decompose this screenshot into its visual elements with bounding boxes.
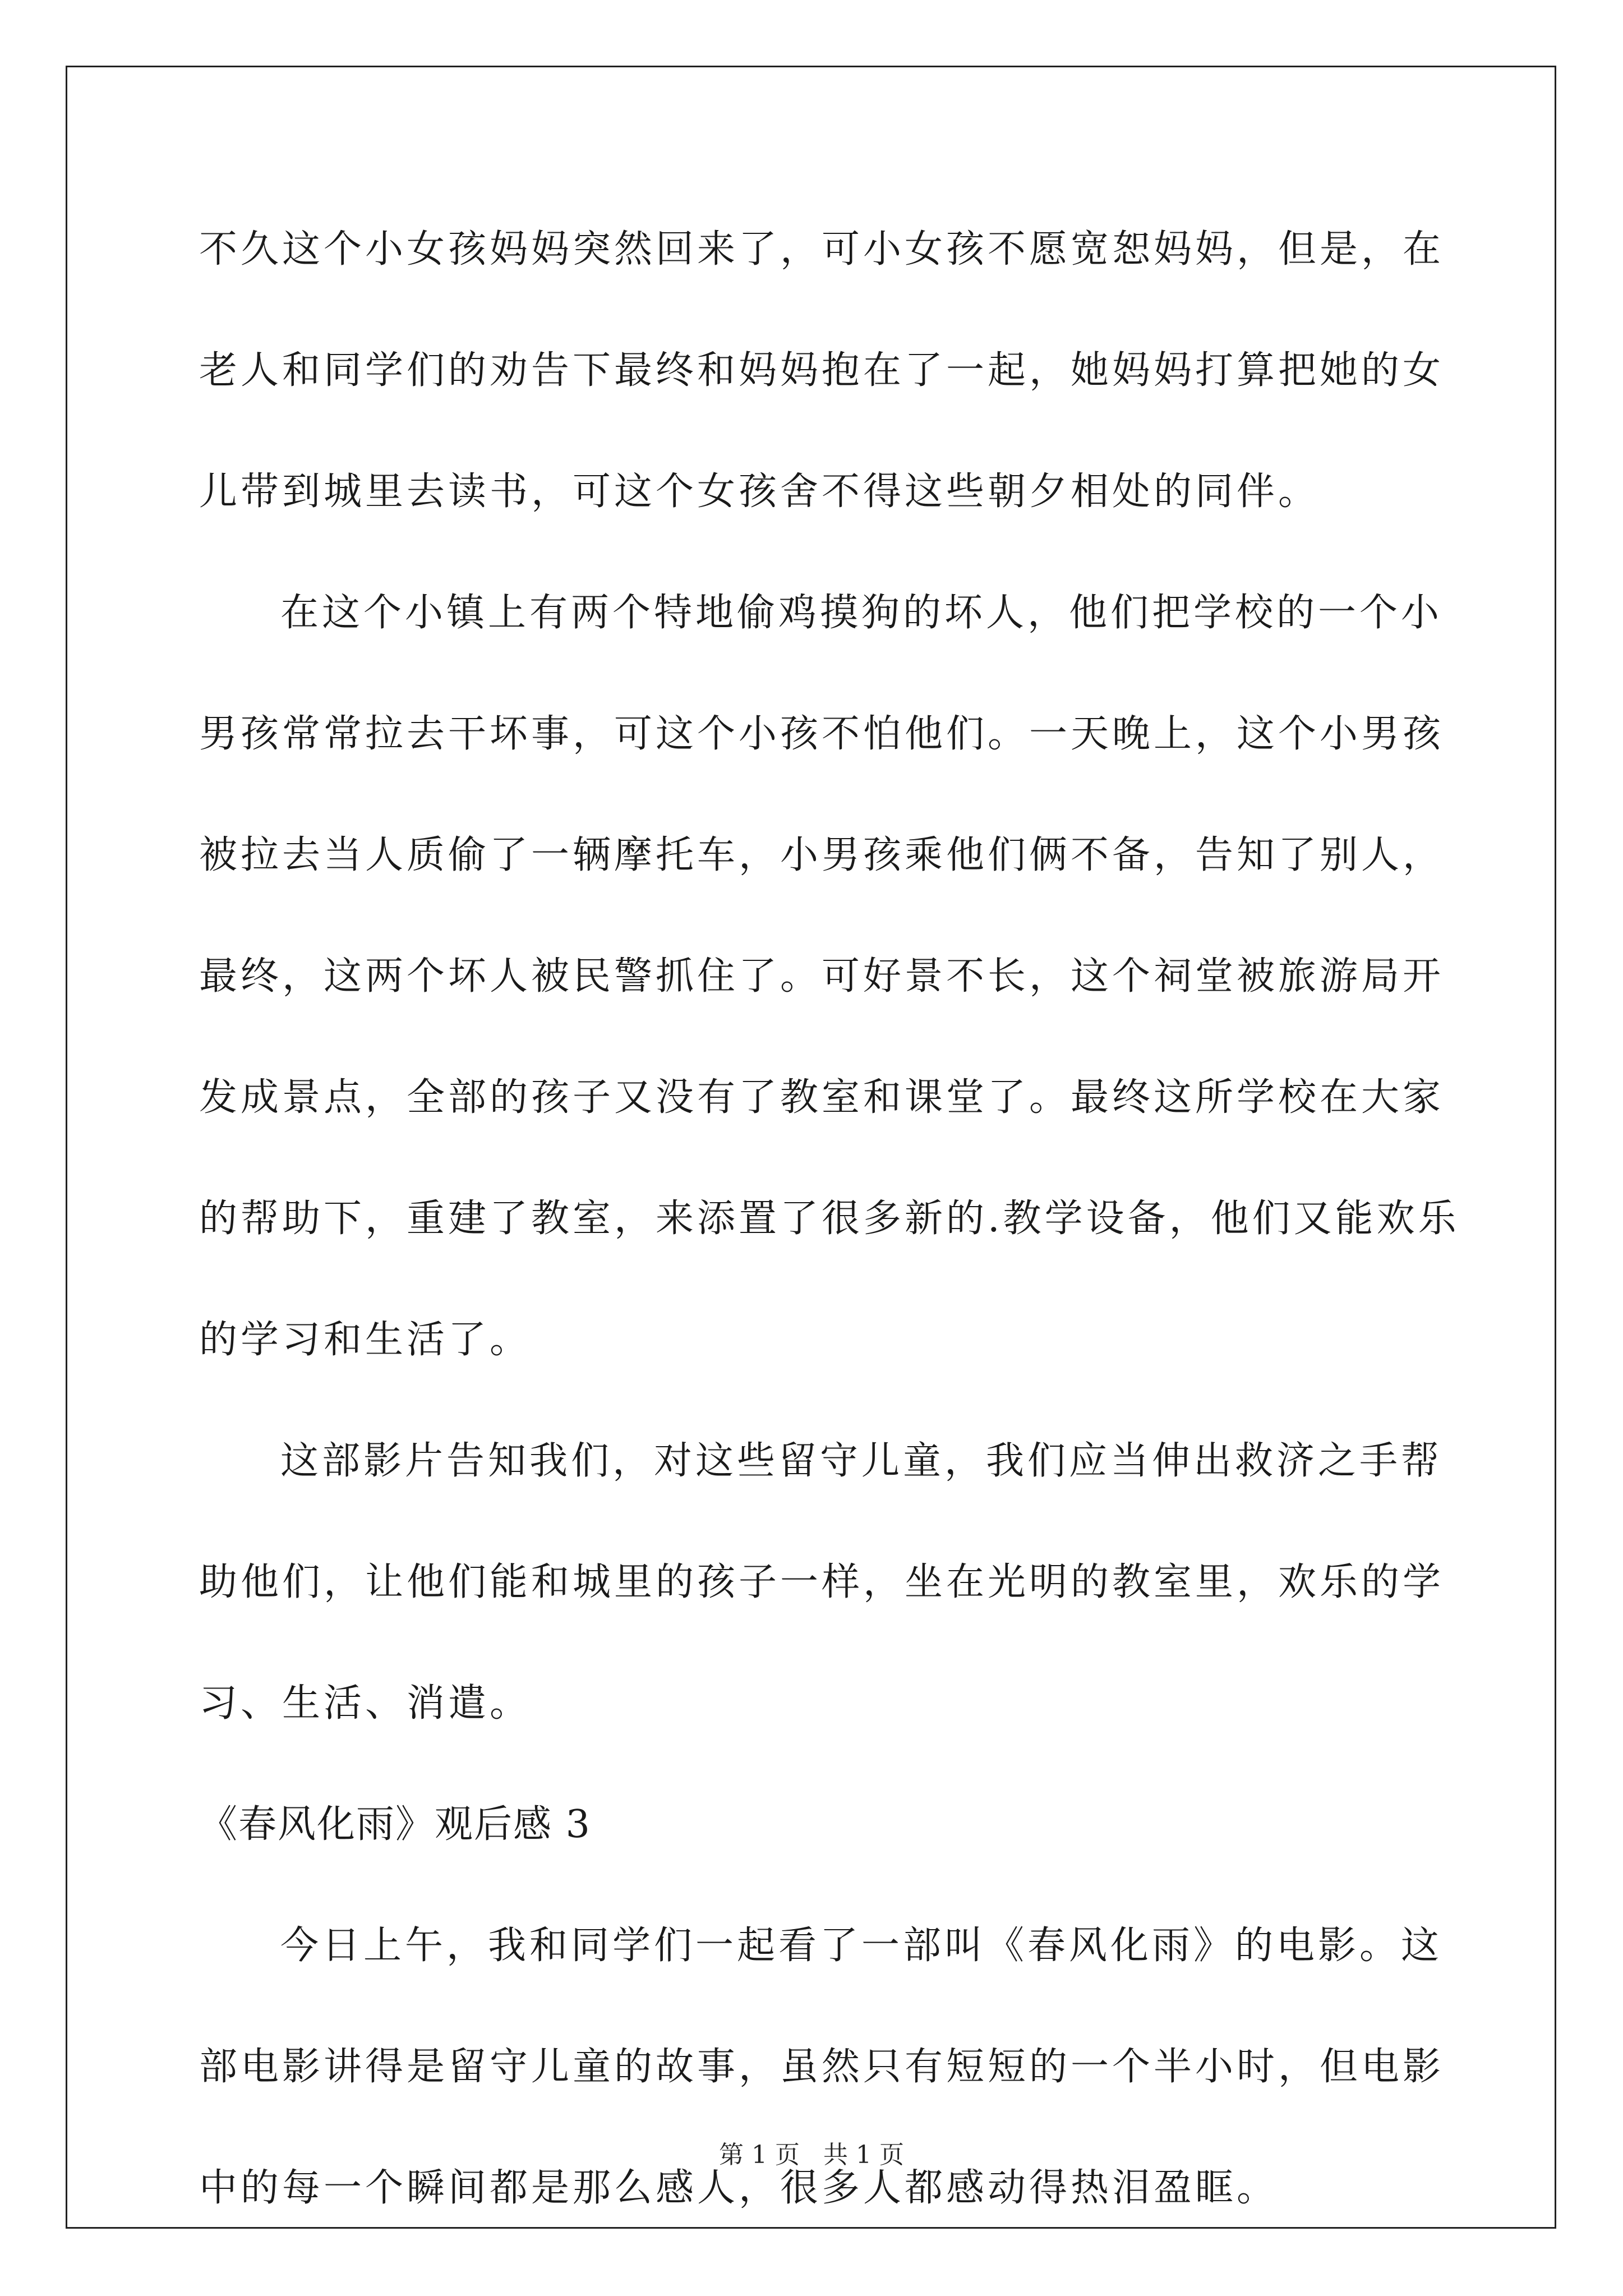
- text-line-6: 被拉去当人质偷了一辆摩托车，小男孩乘他们俩不备，告知了别人，: [199, 833, 1445, 877]
- text-line-2: 老人和同学们的劝告下最终和妈妈抱在了一起，她妈妈打算把她的女: [199, 348, 1445, 393]
- text-line-15: 今日上午，我和同学们一起看了一部叫《春风化雨》的电影。这: [280, 1924, 1443, 1968]
- text-line-12: 助他们，让他们能和城里的孩子一样，坐在光明的教室里，欢乐的学: [199, 1560, 1445, 1604]
- text-line-1: 不久这个小女孩妈妈突然回来了，可小女孩不愿宽恕妈妈，但是，在: [199, 227, 1445, 272]
- text-line-9: 的帮助下，重建了教室，来添置了很多新的.教学设备，他们又能欢乐: [199, 1197, 1460, 1241]
- text-line-13: 习、生活、消遣。: [199, 1681, 532, 1726]
- text-line-11: 这部影片告知我们，对这些留守儿童，我们应当伸出救济之手帮: [280, 1439, 1443, 1483]
- text-line-16: 部电影讲得是留守儿童的故事，虽然只有短短的一个半小时，但电影: [199, 2045, 1445, 2089]
- page-total: 共 1 页: [823, 2141, 904, 2169]
- page-number: 第 1 页: [719, 2141, 800, 2169]
- text-line-4: 在这个小镇上有两个特地偷鸡摸狗的坏人，他们把学校的一个小: [280, 591, 1443, 635]
- text-line-8: 发成景点，全部的孩子又没有了教室和课堂了。最终这所学校在大家: [199, 1075, 1445, 1120]
- page-footer: [0, 2134, 1623, 2170]
- document-body: [199, 216, 1460, 2276]
- text-line-5: 男孩常常拉去干坏事，可这个小孩不怕他们。一天晚上，这个小男孩: [199, 712, 1445, 756]
- text-line-17: 中的每一个瞬间都是那么感人，很多人都感动得热泪盈眶。: [199, 2166, 1279, 2210]
- text-line-10: 的学习和生活了。: [199, 1318, 532, 1362]
- section-heading: 《春风化雨》观后感 3: [199, 1802, 591, 1847]
- text-line-7: 最终，这两个坏人被民警抓住了。可好景不长，这个祠堂被旅游局开: [199, 954, 1445, 999]
- text-line-3: 儿带到城里去读书，可这个女孩舍不得这些朝夕相处的同伴。: [199, 470, 1320, 514]
